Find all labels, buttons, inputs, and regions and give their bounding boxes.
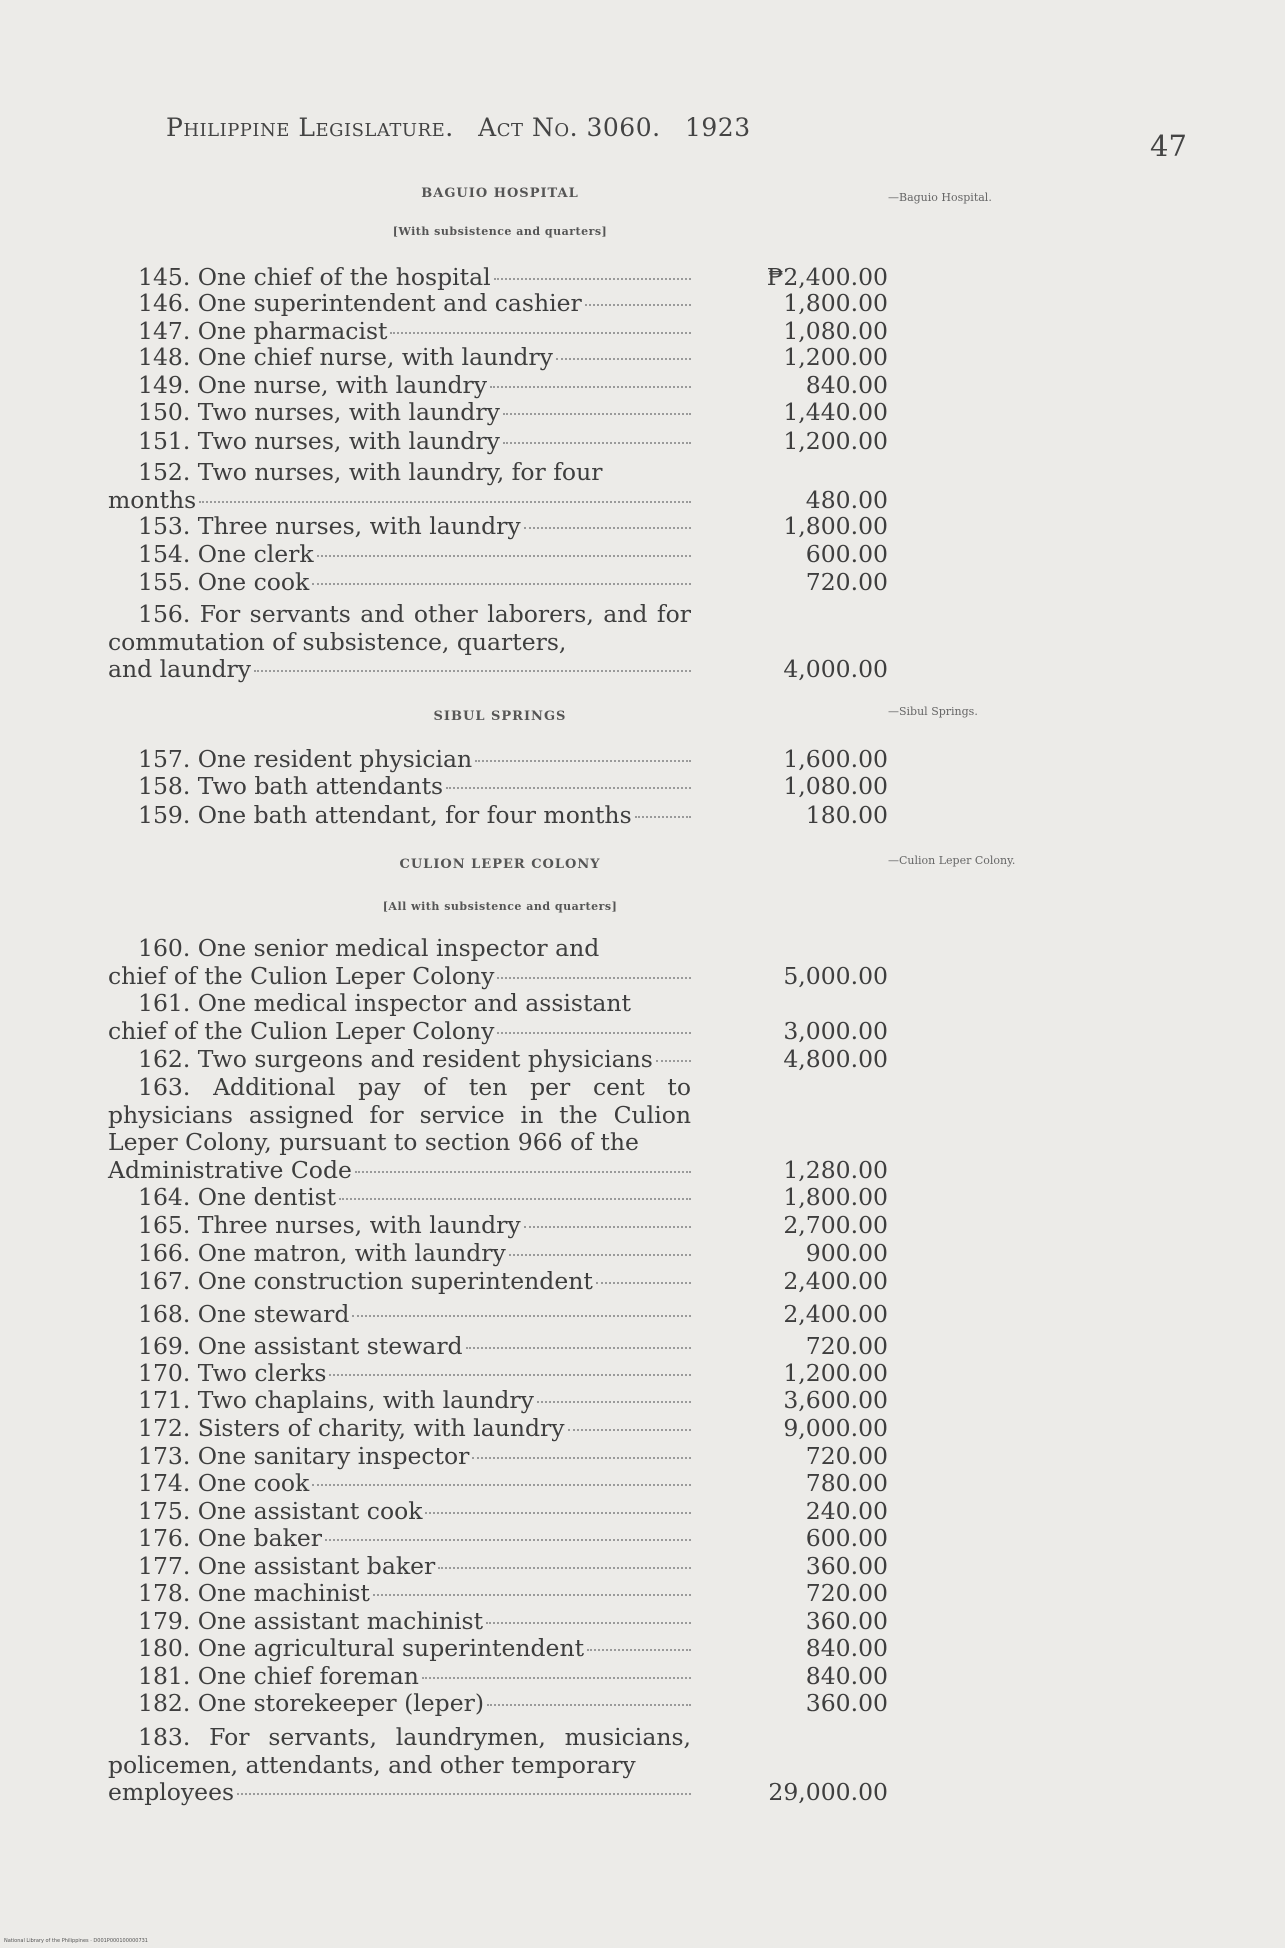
line-item-lead-text: 183. For servants, laundrymen, musicians, policemen, attendants, and other temporary (108, 1723, 691, 1779)
line-item-amount: 4,800.00 (783, 1045, 888, 1073)
line-item-description (108, 1046, 691, 1074)
section-note-culion: [All with subsistence and quarters] (382, 900, 618, 913)
line-item-amount: 360.00 (805, 1689, 888, 1717)
line-item (108, 1470, 888, 1498)
line-item-last-line (108, 1415, 691, 1443)
dot-leader (438, 1567, 691, 1569)
line-item-description (108, 1415, 691, 1443)
line-item-label: 171. Two chaplains, with laundry (138, 1386, 534, 1414)
line-item-last-line (108, 773, 691, 801)
line-item (108, 1415, 888, 1443)
line-item-label: 176. One baker (138, 1524, 323, 1552)
line-item-label: 168. One steward (138, 1300, 350, 1328)
line-item-last-line (108, 1301, 691, 1329)
line-item-amount: 1,800.00 (783, 289, 888, 317)
line-item-label: 164. One dentist (138, 1183, 337, 1211)
line-item-label: 178. One machinist (138, 1579, 370, 1607)
line-item-description (108, 746, 691, 774)
dot-leader (373, 1594, 691, 1596)
line-item-last-line (108, 569, 691, 597)
dot-leader (425, 1512, 691, 1514)
dot-leader (254, 670, 691, 672)
line-item-label: 165. Three nurses, with laundry (138, 1211, 521, 1239)
line-item-description (108, 1212, 691, 1240)
dot-leader (497, 977, 691, 979)
side-note-culion: —Culion Leper Colony. (888, 854, 1016, 867)
line-item-lead-text: 163. Additional pay of ten per cent to physicians assigned for service in the Culion Leper Colony, pursuant to section 966 of the (108, 1073, 691, 1156)
line-item-label: 150. Two nurses, with laundry (138, 398, 500, 426)
line-item (108, 290, 888, 318)
line-item-description (108, 1184, 691, 1212)
line-item (108, 990, 888, 1045)
dot-leader (487, 1704, 691, 1706)
line-item (108, 1301, 888, 1329)
line-item (108, 264, 888, 292)
line-item-last-line (108, 1498, 691, 1526)
line-item-description (108, 1301, 691, 1329)
line-item (108, 1580, 888, 1608)
dot-leader (390, 332, 691, 334)
line-item-last-line (108, 1779, 691, 1807)
line-item (108, 601, 888, 684)
dot-leader (325, 1539, 691, 1541)
dot-leader (635, 816, 691, 818)
line-item (108, 1360, 888, 1388)
line-item (108, 1525, 888, 1553)
dot-leader (475, 760, 691, 762)
line-item-label: chief of the Culion Leper Colony (108, 1016, 495, 1045)
line-item (108, 318, 888, 346)
line-item-amount: 1,080.00 (783, 772, 888, 800)
line-item-description (108, 1690, 691, 1718)
line-item (108, 1498, 888, 1526)
dot-leader (422, 1677, 691, 1679)
line-item-amount: 720.00 (805, 1442, 888, 1470)
line-item-last-line (108, 513, 691, 541)
line-item-description (108, 1724, 691, 1807)
line-item-last-line (108, 372, 691, 400)
line-item-amount: 360.00 (805, 1552, 888, 1580)
line-item-amount: 1,200.00 (783, 427, 888, 455)
line-item-last-line (108, 802, 691, 830)
dot-leader (537, 1401, 691, 1403)
line-item (108, 569, 888, 597)
dot-leader (596, 1282, 691, 1284)
dot-leader (656, 1060, 691, 1062)
line-item-amount: 2,700.00 (783, 1211, 888, 1239)
line-item-amount: 3,000.00 (783, 1016, 888, 1045)
dot-leader (446, 787, 691, 789)
line-item (108, 1635, 888, 1663)
line-item-description (108, 1240, 691, 1268)
dot-leader (524, 527, 691, 529)
line-item-last-line (108, 1608, 691, 1636)
line-item-label: 170. Two clerks (138, 1359, 327, 1387)
dot-leader (503, 413, 691, 415)
running-head-act: Act No. 3060. (478, 113, 661, 142)
line-item-description (108, 290, 691, 318)
line-item-last-line (108, 1360, 691, 1388)
line-item-description (108, 1525, 691, 1553)
line-item-amount: 2,400.00 (783, 1300, 888, 1328)
line-item-description (108, 372, 691, 400)
line-item (108, 541, 888, 569)
line-item-description (108, 344, 691, 372)
section-title-culion: CULION LEPER COLONY (399, 857, 601, 872)
line-item-label: 146. One superintendent and cashier (138, 289, 582, 317)
line-item-last-line (108, 1553, 691, 1581)
dot-leader (494, 278, 691, 280)
dot-leader (237, 1793, 691, 1795)
line-item-last-line (108, 963, 691, 991)
line-item-amount: 1,800.00 (783, 1183, 888, 1211)
line-item-last-line (108, 1240, 691, 1268)
dot-leader (352, 1315, 691, 1317)
line-item-last-line (108, 428, 691, 456)
line-item-description (108, 1553, 691, 1581)
dot-leader (329, 1374, 691, 1376)
line-item-lead-text: 156. For servants and other laborers, and for commutation of subsistence, quarters, (108, 600, 691, 656)
line-item-label: 158. Two bath attendants (138, 772, 444, 800)
side-note-baguio: —Baguio Hospital. (888, 191, 992, 204)
line-item-lead-text: 161. One medical inspector and assistant (138, 989, 631, 1017)
dot-leader (509, 1254, 691, 1256)
line-item (108, 1690, 888, 1718)
line-item-last-line (108, 1443, 691, 1471)
dot-leader (568, 1429, 691, 1431)
line-item-description (108, 1470, 691, 1498)
line-item-label: 162. Two surgeons and resident physicians (138, 1045, 653, 1073)
line-item-description (108, 990, 691, 1045)
line-item-amount: 240.00 (805, 1497, 888, 1525)
line-item-description (108, 1580, 691, 1608)
line-item-last-line (108, 1212, 691, 1240)
line-item-description (108, 1268, 691, 1296)
line-item-label: 177. One assistant baker (138, 1552, 436, 1580)
line-item (108, 1074, 888, 1184)
line-item-description (108, 459, 691, 514)
line-item-description (108, 935, 691, 990)
line-item-amount: 5,000.00 (783, 961, 888, 990)
line-item-amount: ₱2,400.00 (766, 263, 888, 291)
line-item (108, 1387, 888, 1415)
line-item-last-line (108, 1580, 691, 1608)
line-item-description (108, 1608, 691, 1636)
line-item-last-line (108, 1157, 691, 1185)
line-item (108, 1608, 888, 1636)
line-item-amount: 780.00 (805, 1469, 888, 1497)
line-item-label: 182. One storekeeper (leper) (138, 1689, 485, 1717)
dot-leader (497, 1032, 691, 1034)
line-item-label: Administrative Code (108, 1155, 352, 1184)
line-item-description (108, 1387, 691, 1415)
line-item-label: 157. One resident physician (138, 745, 473, 773)
running-head (166, 113, 767, 142)
line-item-last-line (108, 1046, 691, 1074)
line-item (108, 399, 888, 427)
line-item-amount: 180.00 (805, 801, 888, 829)
line-item-last-line (108, 1525, 691, 1553)
line-item-description (108, 318, 691, 346)
line-item-label: 155. One cook (138, 568, 310, 596)
dot-leader (472, 1457, 691, 1459)
line-item-amount: 360.00 (805, 1607, 888, 1635)
line-item-amount: 1,280.00 (783, 1155, 888, 1184)
line-item-amount: 900.00 (805, 1239, 888, 1267)
line-item-label: chief of the Culion Leper Colony (108, 961, 495, 990)
line-item-label: months (108, 485, 197, 514)
page-number: 47 (1150, 129, 1187, 163)
line-item-description (108, 601, 691, 684)
line-item-amount: 720.00 (805, 1332, 888, 1360)
line-item-last-line (108, 290, 691, 318)
line-item-amount: 1,440.00 (783, 398, 888, 426)
line-item-description (108, 773, 691, 801)
line-item-description (108, 264, 691, 292)
line-item (108, 1240, 888, 1268)
line-item-amount: 9,000.00 (783, 1414, 888, 1442)
line-item-label: 154. One clerk (138, 540, 314, 568)
line-item-last-line (108, 264, 691, 292)
line-item-last-line (108, 399, 691, 427)
line-item (108, 1212, 888, 1240)
line-item (108, 1724, 888, 1807)
line-item-description (108, 1635, 691, 1663)
line-item-last-line (108, 344, 691, 372)
line-item-last-line (108, 487, 691, 515)
dot-leader (312, 583, 691, 585)
line-item-label: employees (108, 1778, 235, 1806)
line-item-lead-text: 152. Two nurses, with laundry, for four (138, 458, 603, 486)
line-item-label: 159. One bath attendant, for four months (138, 801, 632, 829)
line-item (108, 773, 888, 801)
line-item-amount: 840.00 (805, 371, 888, 399)
line-item-label: 148. One chief nurse, with laundry (138, 343, 553, 371)
line-item-amount: 480.00 (805, 485, 888, 514)
line-item (108, 1443, 888, 1471)
dot-leader (486, 1622, 691, 1624)
line-item (108, 428, 888, 456)
line-item-amount: 720.00 (805, 568, 888, 596)
dot-leader (503, 442, 691, 444)
line-item-last-line (108, 541, 691, 569)
dot-leader (339, 1198, 691, 1200)
line-item-label: 149. One nurse, with laundry (138, 371, 488, 399)
line-item (108, 1268, 888, 1296)
section-title-baguio: BAGUIO HOSPITAL (421, 186, 579, 201)
line-item-last-line (108, 1635, 691, 1663)
section-title-sibul: SIBUL SPRINGS (433, 709, 567, 724)
line-item (108, 1663, 888, 1691)
line-item (108, 1046, 888, 1074)
dot-leader (312, 1484, 691, 1486)
line-item-amount: 1,200.00 (783, 343, 888, 371)
line-item-amount: 2,400.00 (783, 1267, 888, 1295)
line-item-label: and laundry (108, 655, 252, 683)
line-item-lead-text: 160. One senior medical inspector and (138, 934, 600, 962)
line-item-label: 173. One sanitary inspector (138, 1442, 470, 1470)
line-item-last-line (108, 1184, 691, 1212)
line-item (108, 1553, 888, 1581)
dot-leader (355, 1171, 691, 1173)
dot-leader (556, 358, 691, 360)
line-item-amount: 4,000.00 (783, 655, 888, 683)
line-item-description (108, 1074, 691, 1184)
line-item-label: 145. One chief of the hospital (138, 263, 491, 291)
line-item-last-line (108, 1387, 691, 1415)
line-item-label: 175. One assistant cook (138, 1497, 423, 1525)
running-head-title: Philippine Legislature. (166, 113, 454, 142)
line-item-amount: 3,600.00 (783, 1386, 888, 1414)
line-item-amount: 600.00 (805, 540, 888, 568)
line-item (108, 344, 888, 372)
line-item-description (108, 1360, 691, 1388)
line-item (108, 513, 888, 541)
line-item-amount: 600.00 (805, 1524, 888, 1552)
line-item-label: 180. One agricultural superintendent (138, 1634, 585, 1662)
dot-leader (317, 555, 691, 557)
dot-leader (524, 1226, 691, 1228)
line-item-last-line (108, 746, 691, 774)
line-item-last-line (108, 656, 691, 684)
line-item-last-line (108, 1690, 691, 1718)
line-item (108, 746, 888, 774)
line-item-description (108, 1498, 691, 1526)
line-item-amount: 29,000.00 (768, 1778, 888, 1806)
line-item-description (108, 569, 691, 597)
line-item-amount: 840.00 (805, 1662, 888, 1690)
line-item-last-line (108, 1663, 691, 1691)
line-item-amount: 1,800.00 (783, 512, 888, 540)
line-item-description (108, 428, 691, 456)
line-item (108, 372, 888, 400)
dot-leader (466, 1347, 691, 1349)
line-item-last-line (108, 1470, 691, 1498)
line-item-last-line (108, 318, 691, 346)
line-item-description (108, 1443, 691, 1471)
line-item-label: 181. One chief foreman (138, 1662, 419, 1690)
line-item-amount: 1,600.00 (783, 745, 888, 773)
dot-leader (490, 386, 691, 388)
line-item-amount: 720.00 (805, 1579, 888, 1607)
line-item-label: 172. Sisters of charity, with laundry (138, 1414, 565, 1442)
line-item-description (108, 1663, 691, 1691)
line-item-description (108, 802, 691, 830)
line-item (108, 459, 888, 514)
dot-leader (199, 501, 691, 503)
line-item-amount: 1,080.00 (783, 317, 888, 345)
dot-leader (585, 304, 691, 306)
line-item (108, 802, 888, 830)
line-item-amount: 1,200.00 (783, 1359, 888, 1387)
line-item (108, 935, 888, 990)
line-item-last-line (108, 1018, 691, 1046)
section-note-baguio: [With subsistence and quarters] (392, 225, 608, 238)
archive-footer: National Library of the Philippines · D001P000100000731 (4, 1938, 148, 1944)
line-item-amount: 840.00 (805, 1634, 888, 1662)
line-item-description (108, 513, 691, 541)
line-item-label: 147. One pharmacist (138, 317, 388, 345)
line-item-label: 153. Three nurses, with laundry (138, 512, 521, 540)
line-item (108, 1184, 888, 1212)
line-item-last-line (108, 1333, 691, 1361)
line-item-label: 169. One assistant steward (138, 1332, 463, 1360)
line-item-label: 166. One matron, with laundry (138, 1239, 506, 1267)
line-item-label: 179. One assistant machinist (138, 1607, 484, 1635)
line-item-label: 151. Two nurses, with laundry (138, 427, 500, 455)
line-item-description (108, 399, 691, 427)
running-head-year: 1923 (685, 113, 751, 142)
dot-leader (587, 1649, 691, 1651)
line-item-label: 167. One construction superintendent (138, 1267, 593, 1295)
line-item (108, 1333, 888, 1361)
side-note-sibul: —Sibul Springs. (888, 705, 978, 718)
line-item-description (108, 541, 691, 569)
line-item-description (108, 1333, 691, 1361)
line-item-last-line (108, 1268, 691, 1296)
line-item-label: 174. One cook (138, 1469, 310, 1497)
